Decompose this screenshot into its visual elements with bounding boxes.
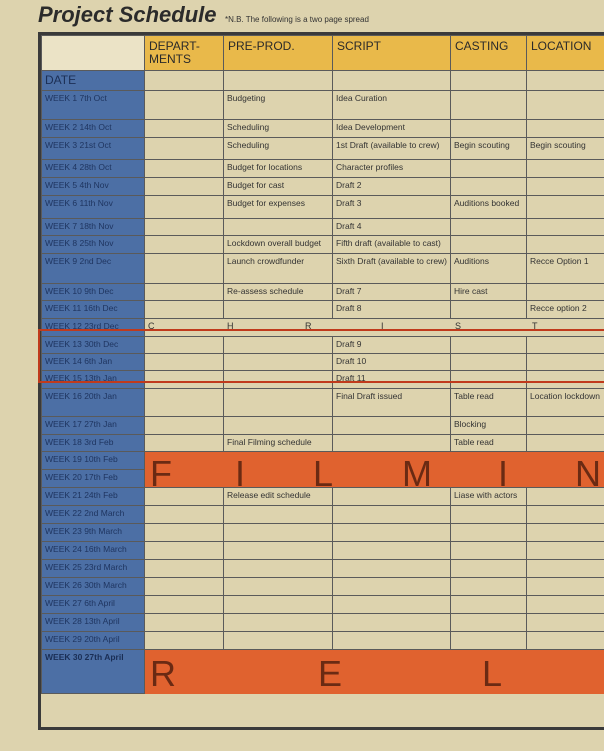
table-row xyxy=(42,284,604,301)
preprod-cell: Budget for expenses xyxy=(224,196,333,219)
week-cell: WEEK 11 16th Dec xyxy=(42,301,145,319)
preprod-cell xyxy=(224,524,333,542)
casting-cell xyxy=(451,506,527,524)
table-row xyxy=(42,196,604,219)
script-cell: Final Draft issued xyxy=(333,389,451,417)
preprod-cell xyxy=(224,560,333,578)
week-cell: WEEK 26 30th March xyxy=(42,578,145,596)
table-row xyxy=(42,632,604,650)
script-cell: Character profiles xyxy=(333,160,451,178)
preprod-cell: Budget for locations xyxy=(224,160,333,178)
table-row xyxy=(42,91,604,120)
script-cell: Idea Development xyxy=(333,120,451,138)
departments-cell xyxy=(145,389,224,417)
script-cell: 1st Draft (available to crew) xyxy=(333,138,451,160)
table-row xyxy=(42,389,604,417)
departments-cell xyxy=(145,632,224,650)
script-cell: Draft 10 xyxy=(333,354,451,371)
location-cell xyxy=(527,488,604,506)
location-cell xyxy=(527,560,604,578)
week-cell: WEEK 9 2nd Dec xyxy=(42,254,145,284)
header-blank-cell xyxy=(42,36,145,71)
departments-cell xyxy=(145,354,224,371)
script-cell xyxy=(333,596,451,614)
casting-cell xyxy=(451,120,527,138)
week-cell: WEEK 22 2nd March xyxy=(42,506,145,524)
christmas-letter: T xyxy=(532,321,538,331)
table-row xyxy=(42,596,604,614)
location-cell: Recce Option 1 xyxy=(527,254,604,284)
location-cell xyxy=(527,632,604,650)
filming-letter: L xyxy=(313,453,334,488)
departments-cell xyxy=(145,578,224,596)
casting-cell xyxy=(451,560,527,578)
casting-cell xyxy=(451,337,527,354)
script-cell xyxy=(333,524,451,542)
week-cell: WEEK 12 23rd Dec xyxy=(42,319,145,337)
preprod-cell: Final Filming schedule xyxy=(224,435,333,452)
casting-cell: Begin scouting xyxy=(451,138,527,160)
casting-cell: Table read xyxy=(451,435,527,452)
casting-cell xyxy=(451,578,527,596)
table-row xyxy=(42,219,604,236)
week-cell: WEEK 25 23rd March xyxy=(42,560,145,578)
header-row xyxy=(42,36,604,71)
week-cell: WEEK 4 28th Oct xyxy=(42,160,145,178)
filming-letter: I xyxy=(498,453,509,488)
table-row xyxy=(42,435,604,452)
table-row xyxy=(42,371,604,389)
casting-cell: Hire cast xyxy=(451,284,527,301)
location-cell xyxy=(527,160,604,178)
script-cell xyxy=(333,632,451,650)
casting-cell xyxy=(451,354,527,371)
week-cell: WEEK 14 6th Jan xyxy=(42,354,145,371)
script-cell: Draft 11 xyxy=(333,371,451,389)
christmas-letter: C xyxy=(148,321,155,331)
week-cell: WEEK 10 9th Dec xyxy=(42,284,145,301)
week-cell: WEEK 28 13th April xyxy=(42,614,145,632)
casting-cell: Blocking xyxy=(451,417,527,435)
departments-cell xyxy=(145,196,224,219)
preprod-cell: Release edit schedule xyxy=(224,488,333,506)
casting-cell xyxy=(451,219,527,236)
week-cell: WEEK 16 20th Jan xyxy=(42,389,145,417)
location-cell xyxy=(527,120,604,138)
schedule-table xyxy=(41,35,604,694)
departments-cell xyxy=(145,596,224,614)
casting-cell: Auditions xyxy=(451,254,527,284)
table-row xyxy=(42,319,604,337)
departments-cell xyxy=(145,254,224,284)
christmas-letter: R xyxy=(305,321,312,331)
table-row xyxy=(42,614,604,632)
christmas-letter: S xyxy=(455,321,462,331)
table-row xyxy=(42,542,604,560)
location-cell xyxy=(527,91,604,120)
departments-cell xyxy=(145,435,224,452)
casting-cell xyxy=(451,614,527,632)
preprod-cell xyxy=(224,614,333,632)
week-cell: WEEK 17 27th Jan xyxy=(42,417,145,435)
christmas-row-cell xyxy=(145,319,604,337)
week-cell: WEEK 6 11th Nov xyxy=(42,196,145,219)
week-cell: WEEK 2 14th Oct xyxy=(42,120,145,138)
filming-band xyxy=(145,452,604,488)
script-cell: Draft 2 xyxy=(333,178,451,196)
preprod-cell xyxy=(224,596,333,614)
departments-cell xyxy=(145,614,224,632)
preprod-cell xyxy=(224,371,333,389)
date-label: DATE xyxy=(42,71,145,91)
preprod-cell xyxy=(224,542,333,560)
table-row xyxy=(42,560,604,578)
release-letter: L xyxy=(482,653,503,694)
table-row xyxy=(42,236,604,254)
location-cell: Location lockdown xyxy=(527,389,604,417)
preprod-cell xyxy=(224,354,333,371)
date-cell xyxy=(224,71,333,91)
casting-cell xyxy=(451,524,527,542)
header-departments: DEPART-MENTS xyxy=(145,36,224,71)
departments-cell xyxy=(145,337,224,354)
preprod-cell: Launch crowdfunder xyxy=(224,254,333,284)
christmas-letter: I xyxy=(381,321,384,331)
script-cell: Fifth draft (available to cast) xyxy=(333,236,451,254)
location-cell xyxy=(527,284,604,301)
script-cell xyxy=(333,417,451,435)
departments-cell xyxy=(145,138,224,160)
script-cell: Sixth Draft (available to crew) xyxy=(333,254,451,284)
script-cell: Draft 9 xyxy=(333,337,451,354)
week-cell: WEEK 5 4th Nov xyxy=(42,178,145,196)
script-cell: Draft 7 xyxy=(333,284,451,301)
casting-cell: Liase with actors xyxy=(451,488,527,506)
release-letter: R xyxy=(150,653,176,694)
location-cell xyxy=(527,524,604,542)
filming-letter: N xyxy=(575,453,601,488)
departments-cell xyxy=(145,160,224,178)
table-row xyxy=(42,354,604,371)
table-row xyxy=(42,160,604,178)
location-cell xyxy=(527,542,604,560)
location-cell xyxy=(527,596,604,614)
departments-cell xyxy=(145,560,224,578)
script-cell xyxy=(333,488,451,506)
location-cell xyxy=(527,578,604,596)
table-row xyxy=(42,452,604,470)
week-cell: WEEK 3 21st Oct xyxy=(42,138,145,160)
date-cell xyxy=(145,71,224,91)
preprod-cell: Scheduling xyxy=(224,120,333,138)
preprod-cell xyxy=(224,337,333,354)
script-cell xyxy=(333,560,451,578)
header-script: SCRIPT xyxy=(333,36,451,71)
script-cell xyxy=(333,435,451,452)
filming-letter: M xyxy=(402,453,432,488)
week-cell: WEEK 21 24th Feb xyxy=(42,488,145,506)
preprod-cell: Re-assess schedule xyxy=(224,284,333,301)
location-cell: Begin scouting xyxy=(527,138,604,160)
script-cell xyxy=(333,578,451,596)
week-cell: WEEK 1 7th Oct xyxy=(42,91,145,120)
date-cell xyxy=(451,71,527,91)
departments-cell xyxy=(145,488,224,506)
location-cell xyxy=(527,506,604,524)
table-row xyxy=(42,488,604,506)
date-cell xyxy=(333,71,451,91)
page-title: Project Schedule xyxy=(38,2,217,27)
table-row xyxy=(42,506,604,524)
week-cell: WEEK 18 3rd Feb xyxy=(42,435,145,452)
casting-cell xyxy=(451,160,527,178)
title-row xyxy=(38,2,369,32)
departments-cell xyxy=(145,236,224,254)
script-cell: Draft 4 xyxy=(333,219,451,236)
location-cell xyxy=(527,417,604,435)
week-cell: WEEK 27 6th April xyxy=(42,596,145,614)
table-row xyxy=(42,254,604,284)
casting-cell xyxy=(451,178,527,196)
preprod-cell: Lockdown overall budget xyxy=(224,236,333,254)
casting-cell xyxy=(451,542,527,560)
table-row xyxy=(42,650,604,694)
week-cell: WEEK 30 27th April xyxy=(42,650,145,694)
script-cell: Draft 3 xyxy=(333,196,451,219)
header-casting: CASTING xyxy=(451,36,527,71)
preprod-cell xyxy=(224,389,333,417)
location-cell xyxy=(527,371,604,389)
week-cell: WEEK 13 30th Dec xyxy=(42,337,145,354)
table-row xyxy=(42,337,604,354)
table-row xyxy=(42,301,604,319)
release-band xyxy=(145,650,604,694)
week-cell: WEEK 7 18th Nov xyxy=(42,219,145,236)
location-cell xyxy=(527,435,604,452)
week-cell: WEEK 24 16th March xyxy=(42,542,145,560)
location-cell xyxy=(527,178,604,196)
table-row xyxy=(42,524,604,542)
week-cell: WEEK 23 9th March xyxy=(42,524,145,542)
location-cell xyxy=(527,337,604,354)
preprod-cell xyxy=(224,506,333,524)
location-cell: Recce option 2 xyxy=(527,301,604,319)
spread-note: *N.B. The following is a two page spread xyxy=(224,15,369,24)
script-cell xyxy=(333,506,451,524)
preprod-cell xyxy=(224,578,333,596)
casting-cell xyxy=(451,371,527,389)
preprod-cell xyxy=(224,219,333,236)
preprod-cell xyxy=(224,417,333,435)
casting-cell xyxy=(451,632,527,650)
release-letter: E xyxy=(318,653,343,694)
casting-cell xyxy=(451,301,527,319)
casting-cell xyxy=(451,236,527,254)
departments-cell xyxy=(145,371,224,389)
table-row xyxy=(42,178,604,196)
departments-cell xyxy=(145,542,224,560)
preprod-cell: Budget for cast xyxy=(224,178,333,196)
departments-cell xyxy=(145,417,224,435)
departments-cell xyxy=(145,219,224,236)
date-row xyxy=(42,71,604,91)
table-row xyxy=(42,578,604,596)
location-cell xyxy=(527,614,604,632)
week-cell: WEEK 15 13th Jan xyxy=(42,371,145,389)
departments-cell xyxy=(145,91,224,120)
departments-cell xyxy=(145,301,224,319)
week-cell: WEEK 19 10th Feb xyxy=(42,452,145,470)
preprod-cell xyxy=(224,632,333,650)
departments-cell xyxy=(145,284,224,301)
departments-cell xyxy=(145,524,224,542)
casting-cell: Auditions booked xyxy=(451,196,527,219)
header-location: LOCATION xyxy=(527,36,604,71)
christmas-letter: H xyxy=(227,321,234,331)
preprod-cell xyxy=(224,301,333,319)
script-cell xyxy=(333,542,451,560)
header-preprod: PRE-PROD. xyxy=(224,36,333,71)
casting-cell xyxy=(451,596,527,614)
departments-cell xyxy=(145,120,224,138)
departments-cell xyxy=(145,506,224,524)
location-cell xyxy=(527,219,604,236)
preprod-cell: Budgeting xyxy=(224,91,333,120)
casting-cell xyxy=(451,91,527,120)
departments-cell xyxy=(145,178,224,196)
casting-cell: Table read xyxy=(451,389,527,417)
table-row xyxy=(42,138,604,160)
filming-letter: F xyxy=(150,453,172,488)
location-cell xyxy=(527,236,604,254)
date-cell xyxy=(527,71,604,91)
preprod-cell: Scheduling xyxy=(224,138,333,160)
week-cell: WEEK 8 25th Nov xyxy=(42,236,145,254)
table-row xyxy=(42,417,604,435)
week-cell: WEEK 29 20th April xyxy=(42,632,145,650)
location-cell xyxy=(527,196,604,219)
script-cell: Draft 8 xyxy=(333,301,451,319)
filming-letter: I xyxy=(235,453,246,488)
table-row xyxy=(42,120,604,138)
script-cell: Idea Curation xyxy=(333,91,451,120)
week-cell: WEEK 20 17th Feb xyxy=(42,470,145,488)
location-cell xyxy=(527,354,604,371)
script-cell xyxy=(333,614,451,632)
